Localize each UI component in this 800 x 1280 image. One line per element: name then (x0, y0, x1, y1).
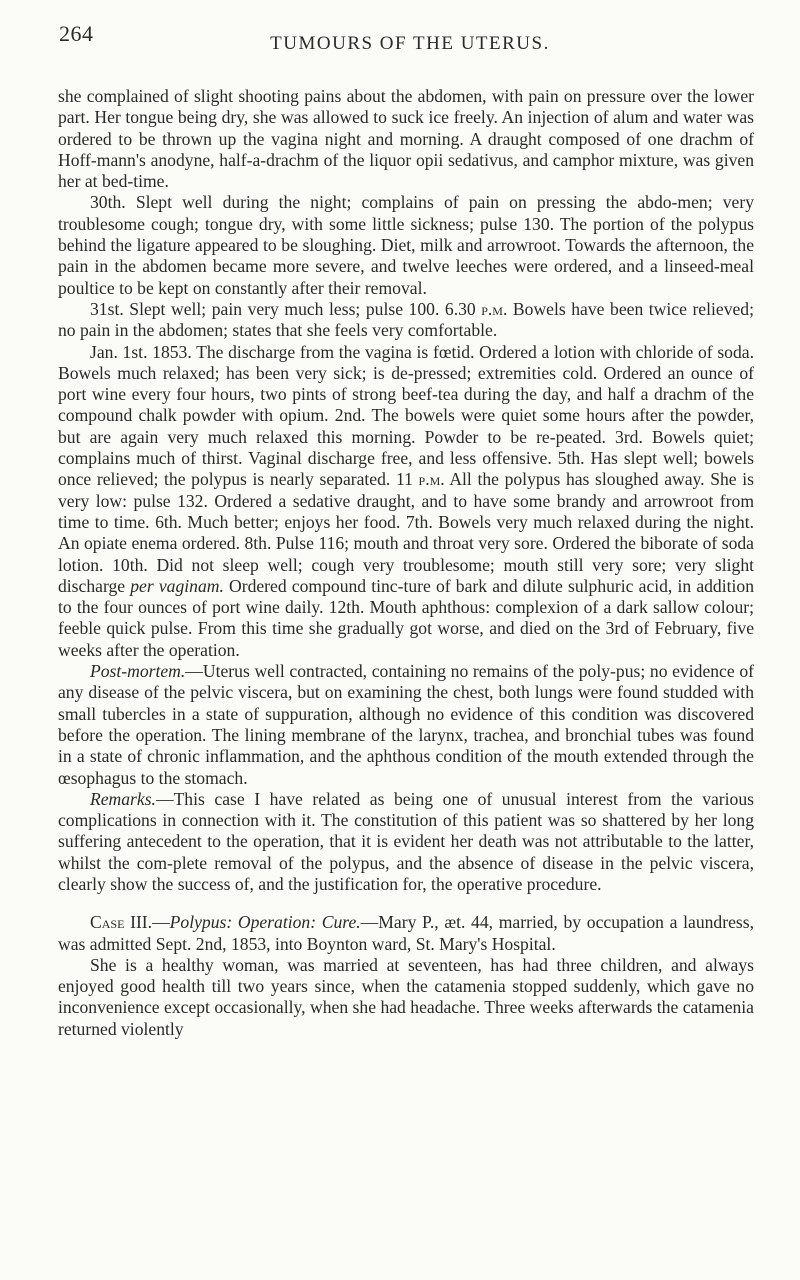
paragraph-text: —Mary P., æt. 44, married, by occupation a laundress, was admitted Sept. 2nd, 1853, into Boynton ward, St. Mary's Hospital. (58, 912, 754, 954)
section-lead: Post-mortem. (90, 661, 186, 682)
section-lead: Remarks. (90, 788, 156, 809)
time-marker: p.m. (481, 298, 508, 319)
paragraph-text: 30th. Slept well during the night; complains of pain on pressing the abdo-men; very troublesome cough; tongue dry, with some little sickness; pulse 130. The portion of the polypus behind the ligature appeared to be sloughing. Diet, milk and arrowroot. Towards the afternoon, the pain in the abdomen became more severe, and twelve leeches were ordered, and a linseed-meal poultice to be kept on constantly after their removal. (58, 192, 754, 298)
body-text (58, 86, 754, 1040)
paragraph-text: 31st. Slept well; pain very much less; pulse 100. 6.30 (90, 298, 482, 319)
page-number: 264 (59, 21, 94, 46)
paragraph-post-mortem (58, 661, 754, 789)
paragraph-30th (58, 192, 754, 298)
paragraph-text: She is a healthy woman, was married at seventeen, has had three children, and always enjoyed good health till two years since, when the catamenia stopped suddenly, which gave no inconvenience except occasionally, when she had headache. Three weeks afterwards the catamenia returned violently (58, 954, 754, 1039)
paragraph-text: —Uterus well contracted, containing no remains of the poly-pus; no evidence of any disease of the pelvic viscera, but on examining the chest, both lungs were found studded with small tubercles in a state of suppuration, although no evidence of this condition was discovered before the operation. The lining membrane of the larynx, trachea, and bronchial tubes was found in a state of chronic inflammation, and the aphthous condition of the mouth extended through the œsophagus to the stomach. (58, 661, 754, 788)
paragraph-history (58, 955, 754, 1040)
paragraph-text: All the polypus has sloughed away. She is very low: pulse 132. Ordered a sedative draught, and to have some brandy and arrowroot from time to time. 6th. Much better; enjoys her food. 7th. Bowels very much relaxed during the night. An opiate enema ordered. 8th. Pulse 116; mouth and throat very sore. Ordered the biborate of soda lotion. 10th. Did not sleep well; cough very troublesome; mouth still very sore; very slight discharge (58, 469, 754, 596)
time-marker: p.m. (418, 469, 445, 490)
running-head: TUMOURS OF THE UTERUS. (270, 33, 550, 54)
paragraph-text: Jan. 1st. 1853. The discharge from the vagina is fœtid. Ordered a lotion with chloride of soda. Bowels much relaxed; has been very sick; is de-pressed; extremities cold. Ordered an ounce of port wine every four hours, two pints of strong beef-tea during the day, and half a drachm of the compound chalk powder with opium. 2nd. The bowels were quiet some hours after the powder, but are again very much relaxed this morning. Powder to be re-peated. 3rd. Bowels quiet; complains much of thirst. Vaginal discharge free, and less offensive. 5th. Has slept well; bowels once relieved; the polypus is nearly separated. 11 (58, 341, 754, 490)
case-title: Polypus: Operation: Cure. (169, 912, 361, 933)
paragraph-31st (58, 299, 754, 342)
paragraph-case-iii (58, 912, 754, 955)
paragraph-text: Ordered compound tinc-ture of bark and dilute sulphuric acid, in addition to the four ounces of port wine daily. 12th. Mouth aphthous: complexion of a dark sallow colour; feeble quick pulse. From this time she gradually got worse, and died on the 3rd of February, five weeks after the operation. (58, 575, 754, 660)
paragraph-text: she complained of slight shooting pains about the abdomen, with pain on pressure over the lower part. Her tongue being dry, she was allowed to suck ice freely. An injection of alum and water was ordered to be thrown up the vagina night and morning. A draught composed of one drachm of Hoff-mann's anodyne, half-a-drachm of the liquor opii sedativus, and camphor mixture, was given her at bed-time. (58, 86, 754, 192)
paragraph-continuation (58, 86, 754, 192)
paragraph-text: —This case I have related as being one of unusual interest from the various complications in connection with it. The constitution of this patient was so shattered by her long suffering antecedent to the operation, that it is evident her death was not attributable to the latter, whilst the com-plete removal of the polypus, and the absence of disease in the pelvic viscera, clearly show the success of, and the justification for, the operative procedure. (58, 788, 754, 894)
paragraph-jan-1853 (58, 342, 754, 661)
case-heading: Case III. (90, 912, 153, 933)
paragraph-text: — (152, 912, 170, 933)
paragraph-text: Bowels have been twice relieved; no pain in the abdomen; states that she feels very comfortable. (58, 298, 754, 341)
latin-term: per vaginam. (130, 575, 224, 596)
paragraph-remarks (58, 789, 754, 895)
